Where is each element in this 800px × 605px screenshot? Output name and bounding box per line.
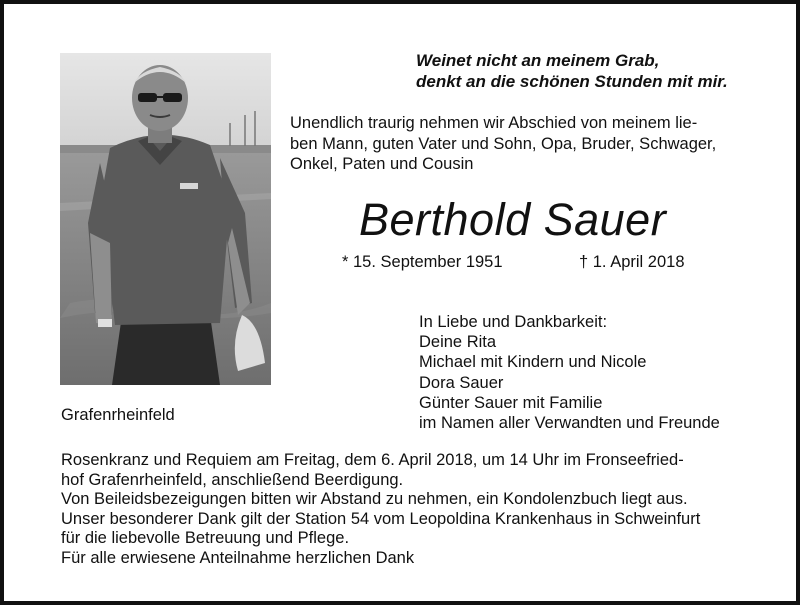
info-line-3: Von Beileidsbezeigungen bitten wir Abstand zu nehmen, ein Kondolenzbuch liegt aus.	[61, 490, 688, 509]
mourners-line-4: Dora Sauer	[419, 373, 504, 392]
portrait-photo	[60, 53, 271, 385]
mourners-list	[419, 312, 720, 433]
motto-line-1: Weinet nicht an meinem Grab,	[416, 51, 660, 70]
info-line-1: Rosenkranz und Requiem am Freitag, dem 6. April 2018, um 14 Uhr im Fronseefried-	[61, 451, 684, 469]
deceased-name: Berthold Sauer	[359, 194, 667, 245]
mourners-line-1: In Liebe und Dankbarkeit:	[419, 313, 608, 331]
mourners-line-3: Michael mit Kindern und Nicole	[419, 353, 647, 372]
info-line-4: Unser besonderer Dank gilt der Station 54 vom Leopoldina Krankenhaus in Schweinfurt	[61, 509, 701, 528]
intro-line-2: ben Mann, guten Vater und Sohn, Opa, Bruder, Schwager,	[290, 134, 717, 153]
info-line-5: für die liebevolle Betreuung und Pflege.	[61, 529, 350, 548]
mourners-line-5: Günter Sauer mit Familie	[419, 393, 603, 412]
intro-line-1: Unendlich traurig nehmen wir Abschied von meinem lie-	[290, 114, 698, 132]
info-line-6: Für alle erwiesene Anteilnahme herzlichen Dank	[61, 548, 415, 567]
intro-text	[290, 113, 760, 175]
info-line-2: hof Grafenrheinfeld, anschließend Beerdigung.	[61, 470, 404, 489]
mourners-line-2: Deine Rita	[419, 333, 497, 352]
intro-line-3: Onkel, Paten und Cousin	[290, 155, 474, 173]
motto-line-2: denkt an die schönen Stunden mit mir.	[416, 72, 728, 91]
death-date: † 1. April 2018	[579, 253, 685, 271]
funeral-info	[61, 451, 761, 569]
motto	[416, 50, 728, 92]
mourners-line-6: im Namen aller Verwandten und Freunde	[419, 414, 720, 433]
place-name: Grafenrheinfeld	[61, 406, 175, 424]
birth-date: * 15. September 1951	[342, 253, 503, 271]
